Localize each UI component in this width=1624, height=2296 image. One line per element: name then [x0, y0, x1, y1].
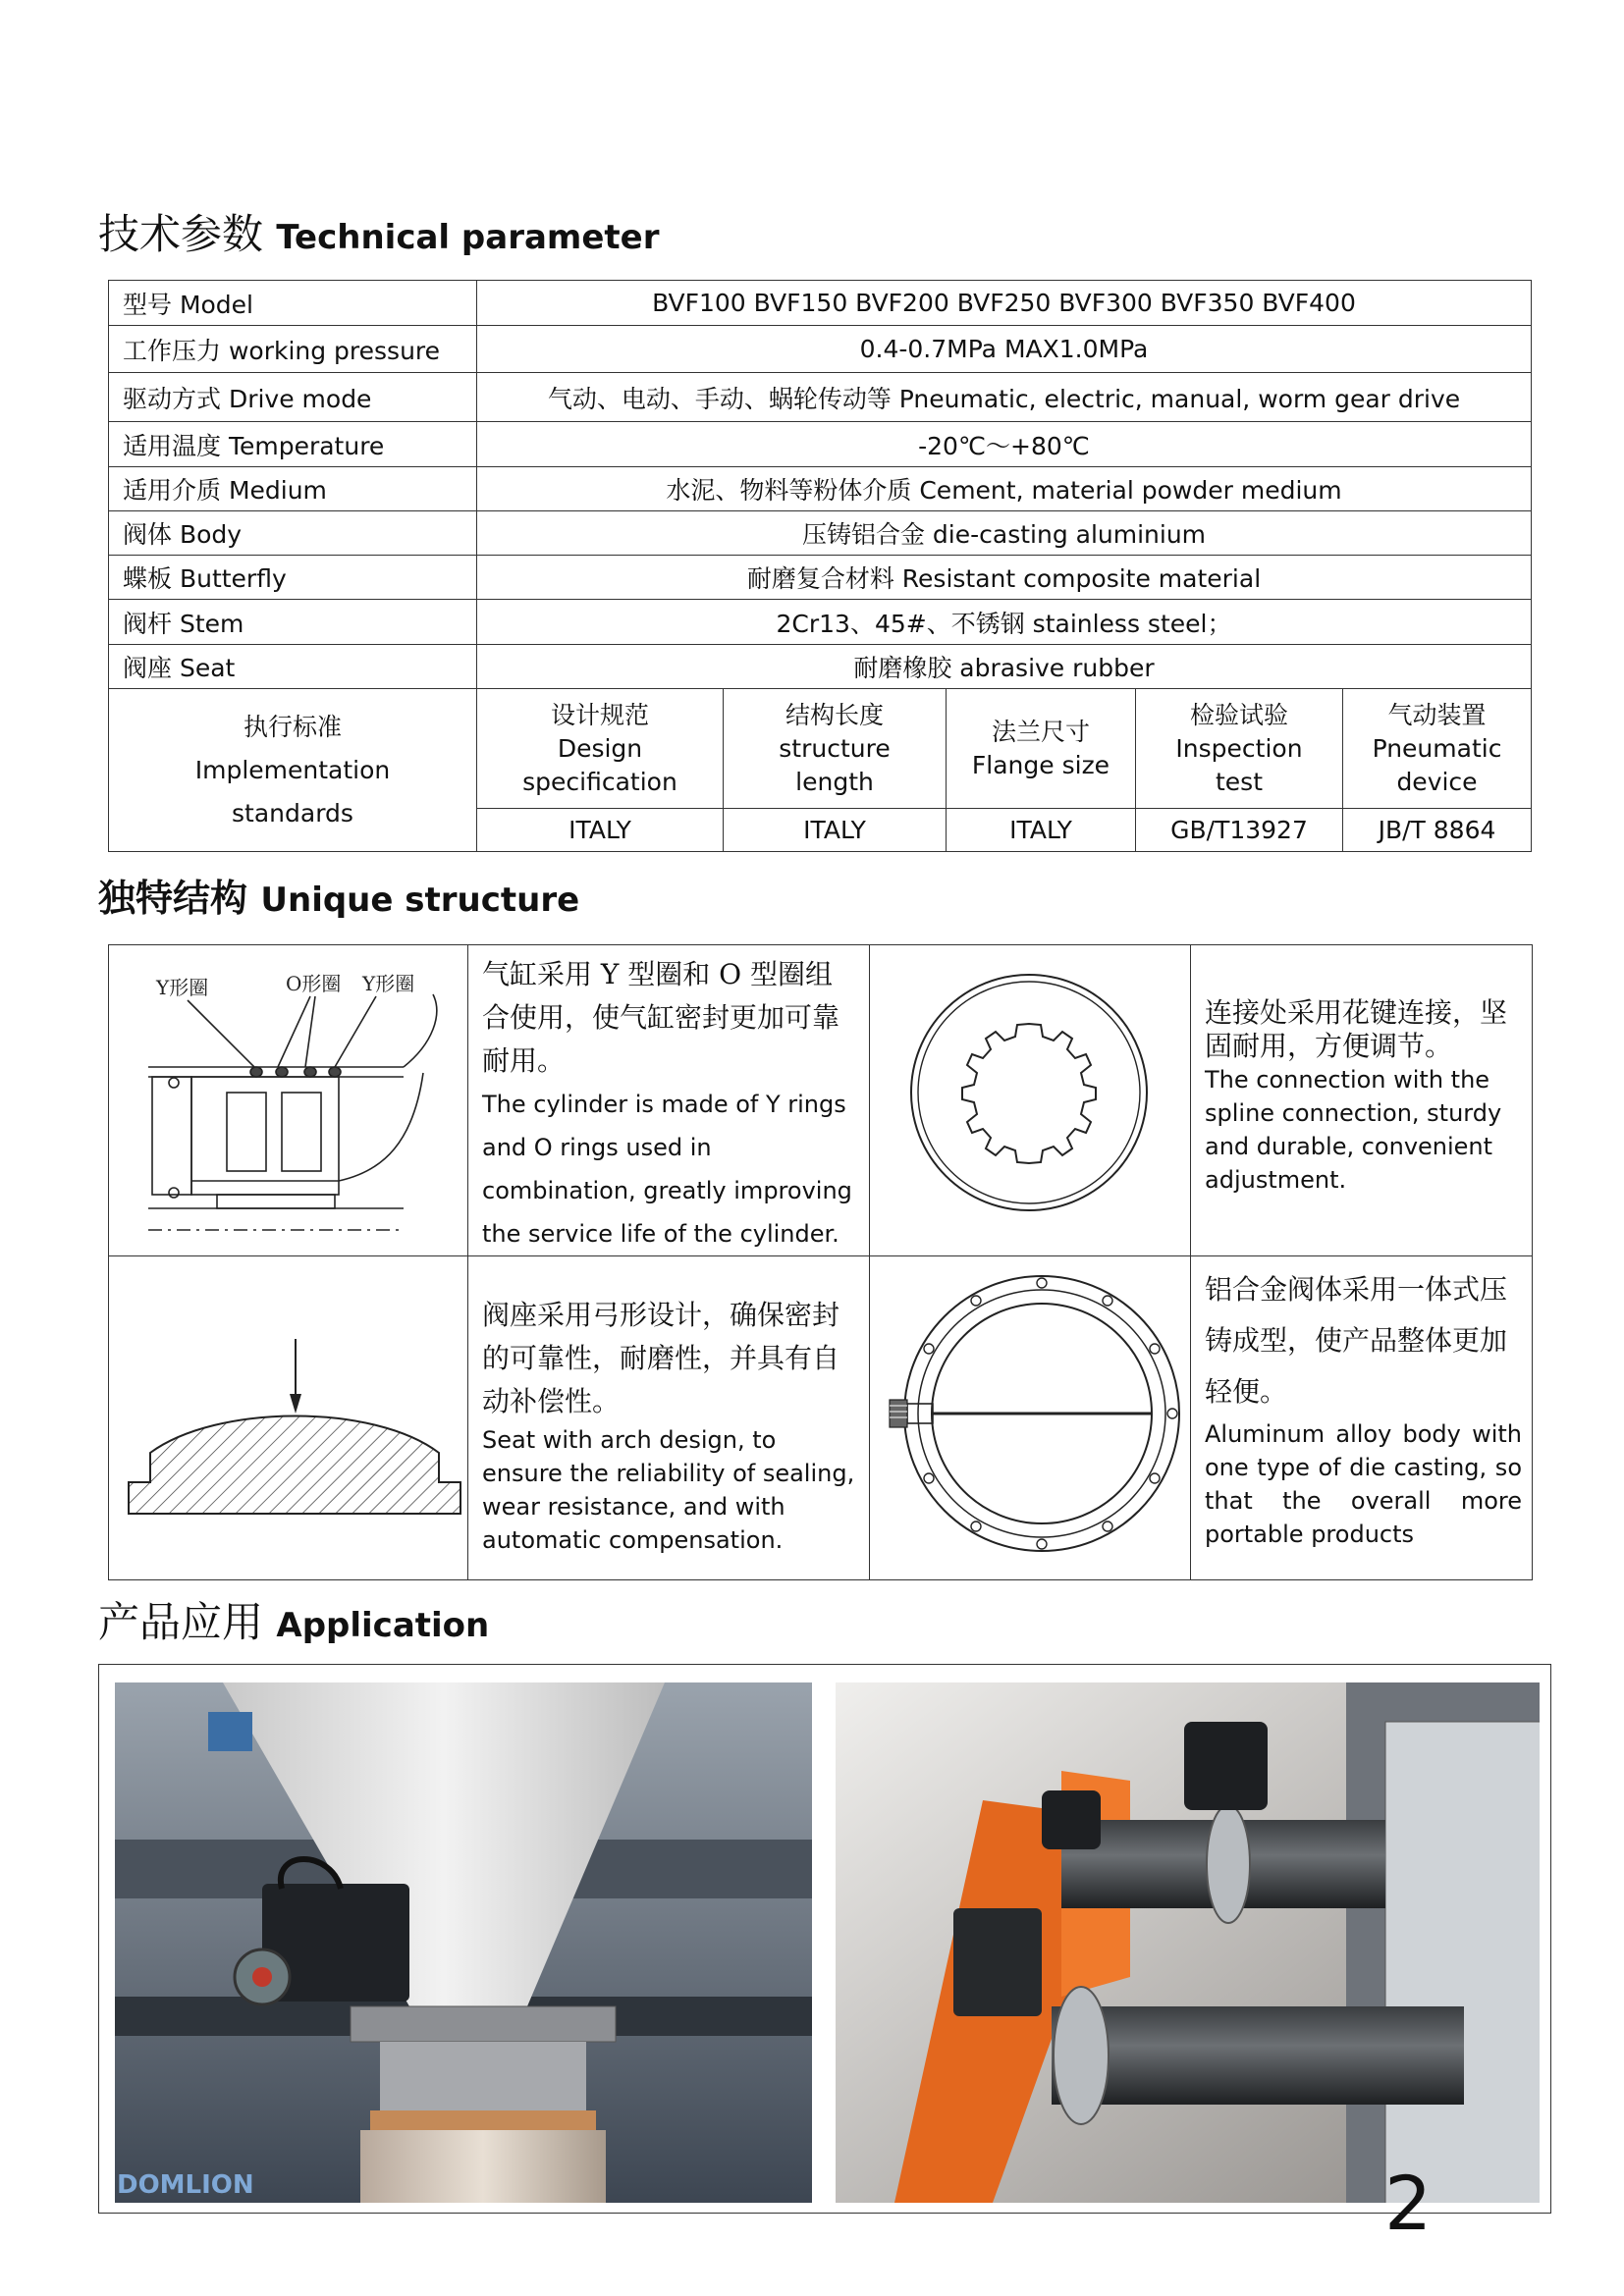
standards-header-row [109, 689, 1532, 809]
param-value: BVF100 BVF150 BVF200 BVF250 BVF300 BVF350 BVF400 [477, 281, 1532, 326]
spline-description [1191, 945, 1533, 1256]
title-en: Application [276, 1606, 490, 1645]
diagram-label: Y形圈 [156, 976, 209, 999]
seat-description [468, 1256, 870, 1580]
table-row [109, 945, 1533, 1256]
spline-diagram-cell [870, 945, 1191, 1256]
technical-parameter-table [108, 280, 1532, 852]
title-en: Unique structure [260, 881, 580, 920]
title-zh: 技术参数 [98, 210, 264, 258]
standard-column-inspection [1136, 689, 1343, 809]
standard-value: ITALY [724, 809, 947, 852]
standard-value: ITALY [947, 809, 1136, 852]
body-description [1191, 1256, 1533, 1580]
seat-text-zh: 阀座采用弓形设计，确保密封的可靠性，耐磨性，并具有自动补偿性。 [482, 1299, 840, 1417]
param-value: 2Cr13、45#、不锈钢 stainless steel； [477, 600, 1532, 645]
standard-en: test [1215, 767, 1263, 796]
photo-watermark: DOMLION [117, 2170, 254, 2200]
standard-en: Inspection [1175, 733, 1303, 763]
seat-diagram-cell [109, 1256, 468, 1580]
table-row [109, 281, 1532, 326]
standard-en: Pneumatic [1372, 733, 1502, 763]
standard-zh: 法兰尺寸 [991, 717, 1090, 746]
table-row [109, 422, 1532, 467]
section-title-technical [98, 210, 660, 258]
cylinder-seal-diagram [109, 945, 466, 1240]
body-text-zh: 铝合金阀体采用一体式压铸成型，使产品整体更加轻便。 [1205, 1273, 1508, 1408]
body-text-en: Aluminum alloy body with one type of die casting, so that the overall more portable products [1205, 1420, 1522, 1548]
seat-arch-diagram [109, 1256, 466, 1571]
title-zh: 产品应用 [98, 1598, 264, 1646]
standard-value: ITALY [477, 809, 724, 852]
standards-label-zh: 执行标准 [243, 712, 342, 741]
param-value: 0.4-0.7MPa MAX1.0MPa [477, 326, 1532, 373]
standard-zh: 检验试验 [1189, 700, 1288, 729]
page-number: 2 [1384, 2160, 1433, 2247]
application-photo-frame [98, 1664, 1551, 2214]
param-label: 适用介质 Medium [109, 467, 477, 511]
standards-label-en: standards [232, 798, 353, 828]
param-value: 气动、电动、手动、蜗轮传动等 Pneumatic, electric, manual, worm gear drive [477, 373, 1532, 422]
table-row [109, 600, 1532, 645]
param-label: 驱动方式 Drive mode [109, 373, 477, 422]
spline-diagram [870, 945, 1189, 1240]
seat-arch-shape [129, 1416, 460, 1515]
param-label: 蝶板 Butterfly [109, 556, 477, 600]
table-row [109, 467, 1532, 511]
standard-value: GB/T13927 [1136, 809, 1343, 852]
param-value: 水泥、物料等粉体介质 Cement, material powder medium [477, 467, 1532, 511]
standard-en: device [1396, 767, 1478, 796]
standard-zh: 气动装置 [1387, 700, 1487, 729]
unique-structure-table [108, 944, 1533, 1580]
standard-en: Design [557, 733, 643, 763]
standard-en: length [795, 767, 874, 796]
param-label: 工作压力 working pressure [109, 326, 477, 373]
table-row [109, 1256, 1533, 1580]
cylinder-text-zh: 气缸采用 Y 型圈和 O 型圈组合使用，使气缸密封更加可靠耐用。 [482, 958, 840, 1077]
param-label: 阀体 Body [109, 511, 477, 556]
param-value: -20℃～+80℃ [477, 422, 1532, 467]
table-row [109, 511, 1532, 556]
table-row [109, 326, 1532, 373]
standard-column-structure [724, 689, 947, 809]
cylinder-diagram-cell [109, 945, 468, 1256]
param-value: 耐磨橡胶 abrasive rubber [477, 645, 1532, 689]
body-diagram-cell [870, 1256, 1191, 1580]
spline-text-en: The connection with the spline connection, sturdy and durable, convenient adjustment. [1205, 1066, 1502, 1194]
section-title-unique [98, 877, 579, 918]
table-row [109, 645, 1532, 689]
standard-column-design [477, 689, 724, 809]
param-label: 阀座 Seat [109, 645, 477, 689]
standards-label-en: Implementation [194, 755, 391, 784]
title-en: Technical parameter [276, 218, 660, 257]
spline-gear-shape [962, 1024, 1096, 1163]
param-value: 耐磨复合材料 Resistant composite material [477, 556, 1532, 600]
standards-label [109, 689, 477, 852]
param-label: 适用温度 Temperature [109, 422, 477, 467]
cylinder-description [468, 945, 870, 1256]
standard-value: JB/T 8864 [1343, 809, 1532, 852]
param-value: 压铸铝合金 die-casting aluminium [477, 511, 1532, 556]
seat-text-en: Seat with arch design, to ensure the reliability of sealing, wear resistance, and with automatic compensation. [482, 1426, 855, 1554]
title-zh: 独特结构 [98, 877, 248, 920]
section-title-application [98, 1598, 490, 1646]
table-row [109, 556, 1532, 600]
param-label: 阀杆 Stem [109, 600, 477, 645]
standard-en: specification [522, 767, 677, 796]
valve-body-diagram [870, 1256, 1189, 1571]
standard-zh: 结构长度 [785, 700, 884, 729]
standard-column-pneumatic [1343, 689, 1532, 809]
spline-text-zh: 连接处采用花键连接，坚固耐用，方便调节。 [1205, 996, 1508, 1062]
table-row [109, 373, 1532, 422]
standard-en: Flange size [971, 750, 1110, 779]
param-label: 型号 Model [109, 281, 477, 326]
application-photo-pipe-valve [836, 1682, 1540, 2203]
standard-column-flange [947, 689, 1136, 809]
application-photo-silo-valve [115, 1682, 812, 2203]
cylinder-text-en: The cylinder is made of Y rings and O rings used in combination, greatly improving the service life of the cylinder. [482, 1091, 852, 1248]
standard-en: structure [779, 733, 891, 763]
diagram-label: O形圈 [286, 972, 342, 995]
diagram-label: Y形圈 [362, 972, 415, 995]
standard-zh: 设计规范 [550, 700, 649, 729]
